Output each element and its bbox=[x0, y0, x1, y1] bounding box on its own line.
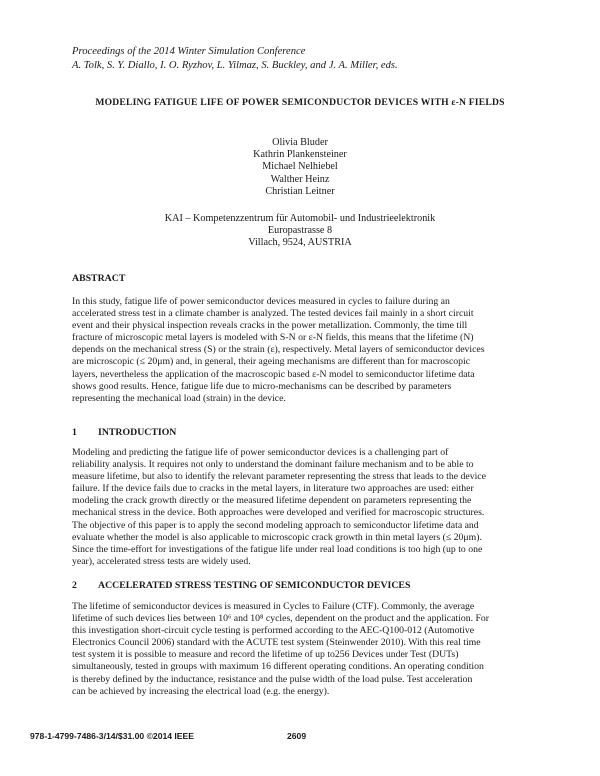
affiliation-line: KAI – Kompetenzzentrum für Automobil- und Industrieelektronik bbox=[164, 213, 436, 224]
abstract-heading: ABSTRACT bbox=[72, 273, 126, 284]
text-line: is thereby defined by the inductance, resistance and the pulse width of the load pulse. Test acceleration bbox=[72, 673, 473, 685]
text-line: lifetime of such devices lies between 10⁶ and 10⁸ cycles, dependent on the product and the application. For bbox=[72, 613, 489, 625]
text-line: Electronics Council 2006) standard with the ACUTE test system (Steinwender 2010). With this real time bbox=[72, 637, 481, 649]
author: Walther Heinz bbox=[270, 173, 330, 185]
section-heading-introduction bbox=[72, 427, 176, 438]
proceedings-title: Proceedings of the 2014 Winter Simulation Conference bbox=[72, 46, 306, 57]
section-heading-accelerated-stress-testing bbox=[72, 580, 410, 591]
text-line: failure. If the device fails due to cracks in the metal layers, in literature two approaches are used: either bbox=[72, 483, 474, 495]
proceedings-header bbox=[72, 45, 532, 73]
text-line: fracture of microscopic metal layers is modeled with S-N or ε-N fields, this means that the lifetime (N) bbox=[72, 332, 474, 344]
proceedings-editors: A. Tolk, S. Y. Diallo, I. O. Ryzhov, L. Yilmaz, S. Buckley, and J. A. Miller, eds. bbox=[72, 60, 398, 71]
text-line: are microscopic (≤ 20μm) and, in general, their ageing mechanisms are different than for macroscopic bbox=[72, 356, 471, 368]
text-line: this investigation short-circuit cycle testing is performed according to the AEC-Q100-012 (Automotive bbox=[72, 625, 475, 637]
text-line: layers, nevertheless the application of the macroscopic based ε-N model to semiconductor lifetime data bbox=[72, 368, 475, 380]
text-line: Modeling and predicting the fatigue life of power semiconductor devices is a challenging part of bbox=[72, 447, 449, 458]
text-line: depends on the mechanical stress (S) or the strain (ε), respectively. Metal layers of semiconductor devices bbox=[72, 344, 485, 356]
affiliation bbox=[110, 213, 490, 250]
paper-title: MODELING FATIGUE LIFE OF POWER SEMICONDUCTOR DEVICES WITH ε-N FIELDS bbox=[95, 97, 505, 108]
isbn-copyright: 978-1-4799-7486-3/14/$31.00 ©2014 IEEE bbox=[30, 731, 195, 741]
text-line: can be achieved by increasing the electrical load (e.g. the energy). bbox=[72, 685, 330, 697]
section-number: 1 bbox=[72, 427, 77, 438]
text-line: measure lifetime, but also to identify the relevant parameter representing the stress that leads to the device bbox=[72, 471, 486, 483]
text-line: representing the mechanical load (strain) in the device. bbox=[72, 392, 286, 404]
text-line: The lifetime of semiconductor devices is measured in Cycles to Failure (CTF). Commonly, the average bbox=[72, 601, 475, 612]
text-line: simultaneously, tested in groups with maximum 16 different operating conditions. An operating condition bbox=[72, 661, 484, 673]
text-line: reliability analysis. It requires not only to understand the dominant failure mechanism and to be able to bbox=[72, 459, 474, 471]
section-number: 2 bbox=[72, 580, 77, 591]
abstract-text bbox=[72, 296, 528, 405]
author: Christian Leitner bbox=[265, 185, 335, 197]
author: Kathrin Plankensteiner bbox=[253, 149, 347, 161]
text-line: shows good results. Hence, fatigue life due to micro-mechanisms can be described by parameters bbox=[72, 380, 452, 392]
page-number: 2609 bbox=[287, 731, 307, 741]
text-line: The objective of this paper is to apply the second modeling approach to semiconductor lifetime data and bbox=[72, 519, 479, 531]
introduction-text bbox=[72, 447, 528, 568]
affiliation-line: Europastrasse 8 bbox=[267, 225, 333, 237]
section-title: ACCELERATED STRESS TESTING OF SEMICONDUCTOR DEVICES bbox=[98, 580, 411, 591]
author-list bbox=[150, 137, 450, 198]
author: Olivia Bluder bbox=[272, 137, 328, 148]
text-line: test system it is possible to measure and record the lifetime of up to256 Devices under Test (DUTs) bbox=[72, 649, 459, 661]
text-line: mechanical stress in the device. Both approaches were developed and verified for macroscopic structures. bbox=[72, 507, 485, 519]
text-line: modeling the crack growth directly or the measured lifetime dependent on parameters representing the bbox=[72, 495, 472, 507]
text-line: evaluate whether the model is also applicable to microscopic crack growth in thin metal layers (≤ 20μm). bbox=[72, 531, 482, 543]
affiliation-line: Villach, 9524, AUSTRIA bbox=[248, 237, 352, 249]
section-2-text bbox=[72, 601, 528, 698]
text-line: Since the time-effort for investigations of the fatigue life under real load conditions is too high (up to one bbox=[72, 543, 483, 555]
author: Michael Nelhiebel bbox=[262, 161, 338, 173]
text-line: accelerated stress test in a climate chamber is analyzed. The tested devices fail mainly in a short circuit bbox=[72, 308, 474, 320]
text-line: event and their physical inspection reveals cracks in the power metallization. Commonly, the time till bbox=[72, 320, 468, 332]
text-line: year), accelerated stress tests are widely used. bbox=[72, 555, 251, 567]
text-line: In this study, fatigue life of power semiconductor devices measured in cycles to failure during an bbox=[72, 296, 450, 307]
section-title: INTRODUCTION bbox=[98, 427, 177, 438]
